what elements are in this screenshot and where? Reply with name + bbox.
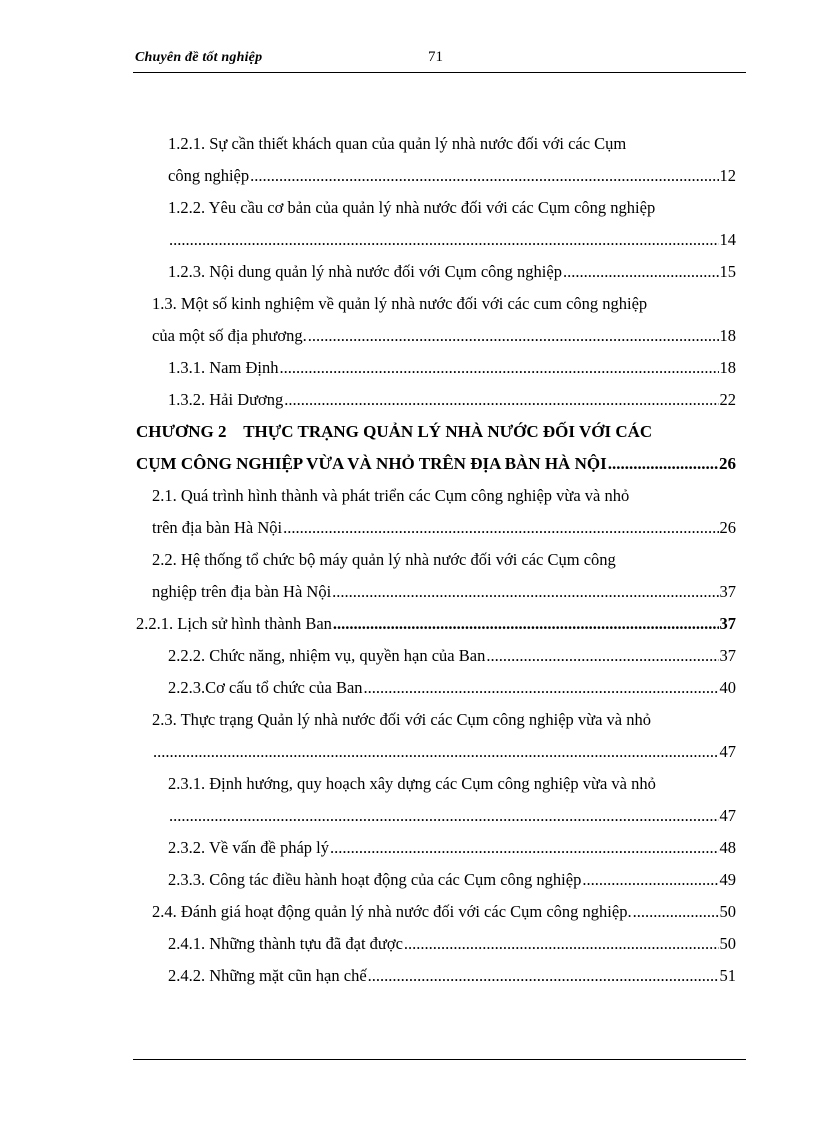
toc-page: 50: [719, 934, 736, 953]
toc-line: [152, 710, 736, 730]
toc-line: [168, 390, 736, 410]
toc-line: [168, 166, 736, 186]
toc-text: 2.3.3. Công tác điều hành hoạt động của các Cụm công nghiệp: [168, 870, 582, 889]
toc-page: 47: [719, 806, 736, 825]
toc-page: 51: [719, 966, 736, 985]
toc-line: [152, 550, 736, 570]
toc-text: 1.3.2. Hải Dương: [168, 390, 284, 409]
toc-chapter-line: [136, 454, 736, 474]
toc-leader: [332, 582, 718, 602]
toc-line: [168, 774, 736, 794]
toc-line: [168, 806, 736, 826]
toc-page: 50: [719, 902, 736, 921]
toc-leader: [284, 390, 718, 410]
header-title: Chuyên đề tốt nghiệp: [135, 50, 263, 65]
toc-text: của một số địa phương.: [152, 326, 307, 345]
toc-leader: [608, 454, 718, 474]
toc-line: [168, 198, 736, 218]
toc-leader: [404, 934, 719, 954]
toc-line: [152, 294, 736, 314]
toc-leader: [330, 838, 719, 858]
toc-text: 2.4.1. Những thành tựu đã đạt được: [168, 934, 403, 953]
toc-line: [168, 934, 736, 954]
toc-page: 18: [719, 358, 736, 377]
toc-leader: [333, 614, 719, 634]
toc-leader: [582, 870, 718, 890]
toc-text: trên địa bàn Hà Nội: [152, 518, 283, 537]
toc-text: 2.3. Thực trạng Quản lý nhà nước đối với các Cụm công nghiệp vừa và nhỏ: [152, 710, 651, 729]
toc-leader: [364, 678, 719, 698]
toc-page: 26: [719, 454, 736, 473]
toc-leader: [279, 358, 718, 378]
toc-page: 47: [719, 742, 736, 761]
toc-line: [152, 326, 736, 346]
toc-page: 15: [719, 262, 736, 281]
toc-page: 26: [719, 518, 736, 537]
toc-line: [168, 966, 736, 986]
toc-leader: [633, 902, 719, 922]
toc-chapter-line: [136, 422, 736, 442]
toc-page: 14: [719, 230, 736, 249]
toc-line: [168, 870, 736, 890]
toc-line: [152, 582, 736, 602]
toc-leader: [169, 806, 719, 826]
toc-text: 1.3.1. Nam Định: [168, 358, 279, 377]
toc-text: 1.2.3. Nội dung quản lý nhà nước đối với Cụm công nghiệp: [168, 262, 562, 281]
toc-text: 1.2.2. Yêu cầu cơ bản của quản lý nhà nước đối với các Cụm công nghiệp: [168, 198, 656, 217]
toc-line: [152, 518, 736, 538]
toc-text: CHƯƠNG 2 THỰC TRẠNG QUẢN LÝ NHÀ NƯỚC ĐỐI VỚI CÁC: [136, 422, 653, 441]
toc-leader: [486, 646, 718, 666]
toc-leader: [308, 326, 719, 346]
toc-leader: [368, 966, 719, 986]
toc-line: [152, 742, 736, 762]
toc-line: [168, 838, 736, 858]
toc-page: 18: [719, 326, 736, 345]
toc-line: [168, 646, 736, 666]
toc-line: [168, 358, 736, 378]
toc-text: 1.3. Một số kinh nghiệm về quản lý nhà nước đối với các cum công nghiệp: [152, 294, 648, 313]
toc-line: [152, 486, 736, 506]
toc-line: [168, 678, 736, 698]
toc-line: [136, 614, 736, 634]
toc-page: 12: [719, 166, 736, 185]
toc-leader: [169, 230, 719, 250]
toc-leader: [283, 518, 718, 538]
toc-page: 37: [719, 646, 736, 665]
toc-text: 2.2.3.Cơ cấu tổ chức của Ban: [168, 678, 363, 697]
toc-leader: [250, 166, 718, 186]
toc-text: công nghiệp: [168, 166, 250, 185]
toc-page: 22: [719, 390, 736, 409]
toc-text: 2.2.2. Chức năng, nhiệm vụ, quyền hạn của Ban: [168, 646, 486, 665]
toc-leader: [153, 742, 719, 762]
toc-text: CỤM CÔNG NGHIỆP VỪA VÀ NHỎ TRÊN ĐỊA BÀN HÀ NỘI: [136, 454, 607, 473]
toc-line: [168, 230, 736, 250]
toc-page: 37: [719, 614, 736, 633]
toc-text: 2.1. Quá trình hình thành và phát triển các Cụm công nghiệp vừa và nhỏ: [152, 486, 630, 505]
header-page-number: 71: [428, 49, 443, 65]
toc-text: 2.2. Hệ thống tổ chức bộ máy quản lý nhà nước đối với các Cụm công: [152, 550, 616, 569]
toc-line: [168, 262, 736, 282]
toc-page: 48: [719, 838, 736, 857]
toc-text: 1.2.1. Sự cần thiết khách quan của quản lý nhà nước đối với các Cụm: [168, 134, 627, 153]
toc-text: 2.4. Đánh giá hoạt động quản lý nhà nước đối với các Cụm công nghiệp.: [152, 902, 632, 921]
toc-text: 2.4.2. Những mặt cũn hạn chế: [168, 966, 367, 985]
toc-leader: [563, 262, 719, 282]
toc-page: 40: [719, 678, 736, 697]
toc-text: 2.3.1. Định hướng, quy hoạch xây dựng các Cụm công nghiệp vừa và nhỏ: [168, 774, 656, 793]
toc-page: 37: [719, 582, 736, 601]
footer-rule: [133, 1059, 746, 1060]
toc-text: 2.2.1. Lịch sử hình thành Ban: [136, 614, 332, 633]
toc-page: 49: [719, 870, 736, 889]
toc-text: nghiệp trên địa bàn Hà Nội: [152, 582, 332, 601]
toc-line: [168, 134, 736, 154]
toc-text: 2.3.2. Về vấn đề pháp lý: [168, 838, 329, 857]
toc-line: [152, 902, 736, 922]
